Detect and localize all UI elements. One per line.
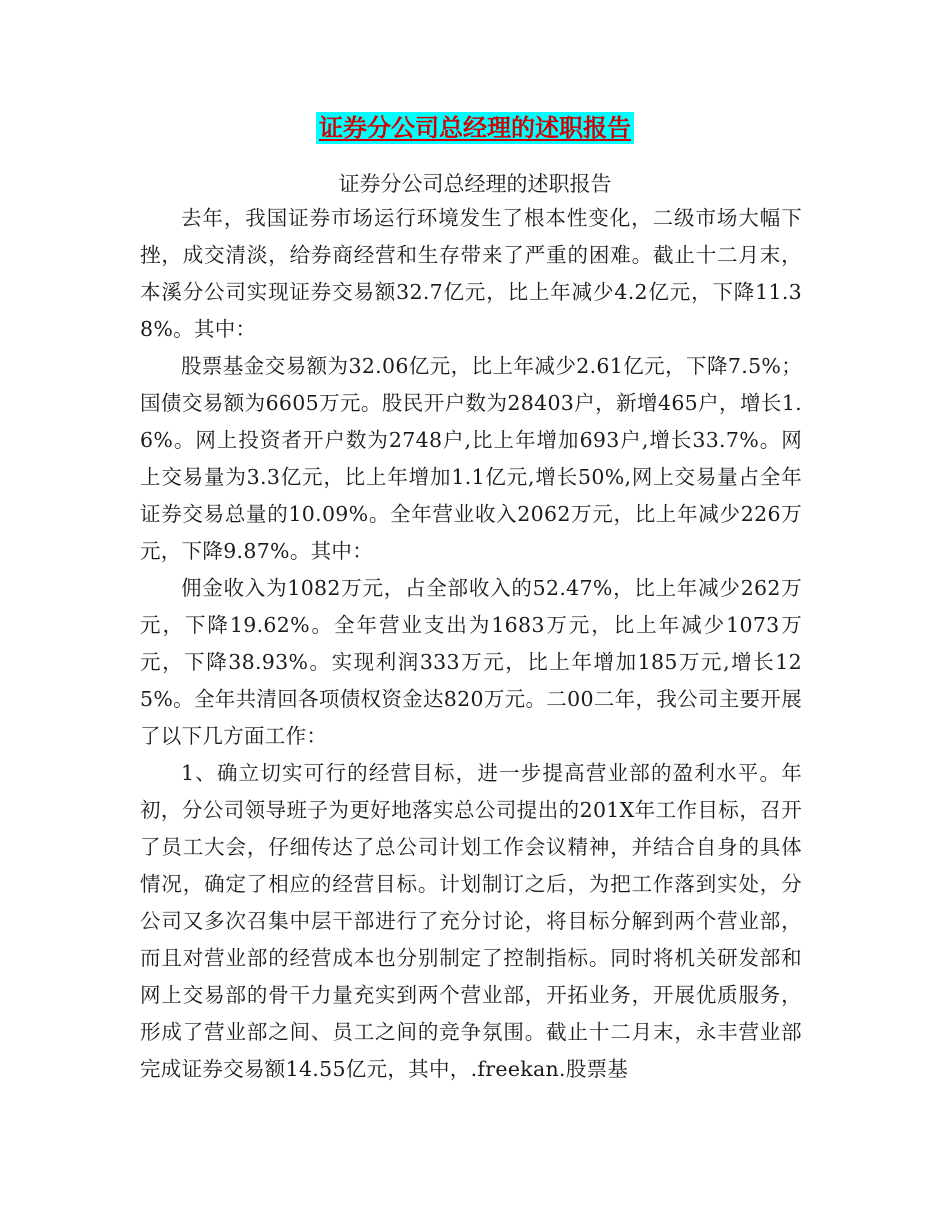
paragraph: 1、确立切实可行的经营目标，进一步提高营业部的盈利水平。年初，分公司领导班子为更好地落实总公司提出的201X年工作目标，召开了员工大会，仔细传达了总公司计划工作会议精神，并结合自身的具体情况，确定了相应的经营目标。计划制订之后，为把工作落到实处，分公司又多次召集中层干部进行了充分讨论，将目标分解到两个营业部，而且对营业部的经营成本也分别制定了控制指标。同时将机关研发部和网上交易部的骨干力量充实到两个营业部，开拓业务，开展优质服务，形成了营业部之间、员工之间的竞争氛围。截止十二月末，永丰营业部完成证券交易额14.55亿元，其中，.freekan.股票基	[140, 761, 802, 1081]
paragraph: 股票基金交易额为32.06亿元，比上年减少2.61亿元，下降7.5%；国债交易额为6605万元。股民开户数为28403户，新增465户，增长1.6%。网上投资者开户数为2748户,比上年增加693户,增长33.7%。网上交易量为3.3亿元，比上年增加1.1亿元,增长50%,网上交易量占全年证券交易总量的10.09%。全年营业收入2062万元，比上年减少226万元，下降9.87%。其中：	[140, 354, 802, 563]
page-title: 证券分公司总经理的述职报告	[316, 112, 634, 144]
body-text	[140, 200, 802, 1088]
subtitle: 证券分公司总经理的述职报告	[338, 172, 612, 196]
title-block	[0, 112, 950, 144]
paragraph: 去年，我国证券市场运行环境发生了根本性变化，二级市场大幅下挫，成交清淡，给券商经营和生存带来了严重的困难。截止十二月末，本溪分公司实现证券交易额32.7亿元，比上年减少4.2亿元，下降11.38%。其中：	[140, 206, 802, 341]
paragraph: 佣金收入为1082万元，占全部收入的52.47%，比上年减少262万元，下降19.62%。全年营业支出为1683万元，比上年减少1073万元，下降38.93%。实现利润333万元，比上年增加185万元,增长125%。全年共清回各项债权资金达820万元。二00二年，我公司主要开展了以下几方面工作：	[140, 576, 802, 748]
